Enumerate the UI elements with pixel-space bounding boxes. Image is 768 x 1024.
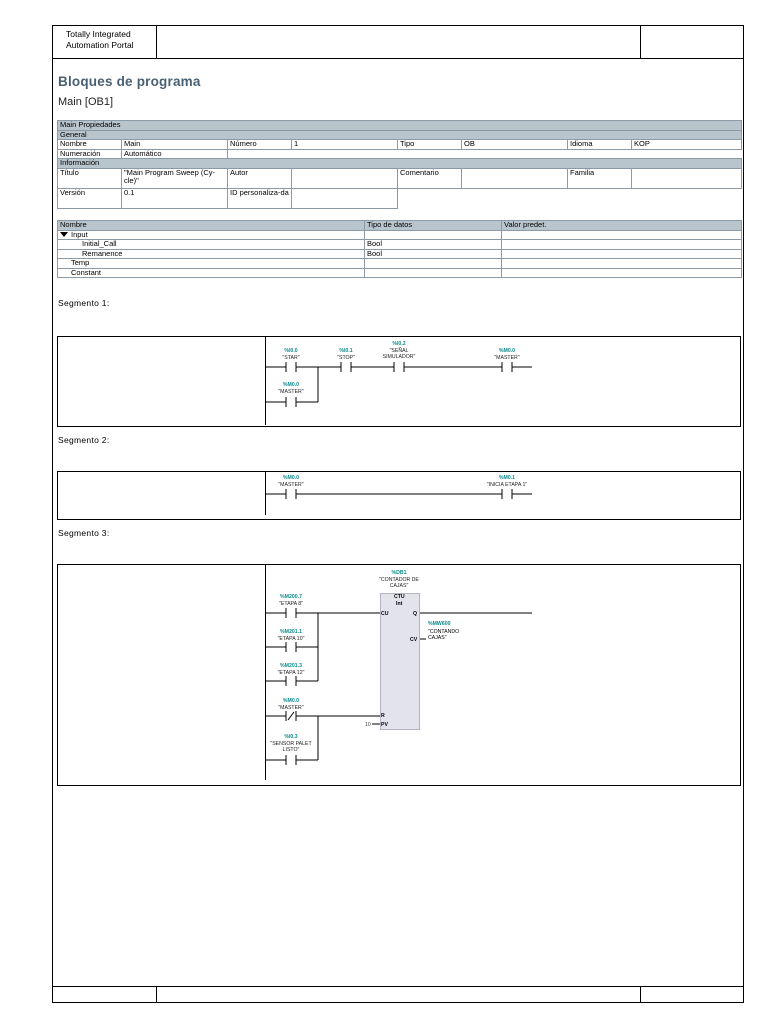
version-value: 0.1 (122, 188, 228, 208)
col-header-tipo: Tipo de datos (365, 221, 502, 231)
cv-name: "CONTANDO CAJAS" (428, 629, 460, 641)
general-heading: General (58, 130, 742, 140)
block-name: Main [OB1] (58, 96, 114, 108)
row-type: Bool (365, 240, 502, 250)
comentario-label: Comentario (398, 168, 462, 188)
pin-cv: CV (410, 637, 418, 643)
brand-line-1: Totally Integrated (66, 29, 131, 39)
db-address: %DB1 (391, 570, 407, 576)
familia-label: Familia (568, 168, 632, 188)
master-coil-address: %M0.0 (498, 348, 516, 354)
segment-3-label: Segmento 3: (58, 528, 110, 538)
fb-datatype: Int (396, 601, 403, 607)
star-address: %I0.0 (284, 348, 298, 354)
numero-value: 1 (292, 140, 398, 150)
master-coil-name: "MASTER" (494, 355, 520, 361)
row-name: Input (71, 230, 88, 239)
brand-line-2: Automation Portal (66, 40, 134, 50)
nombre-label: Nombre (58, 140, 122, 150)
stop-name: "STOP" (337, 355, 355, 361)
tipo-value: OB (462, 140, 568, 150)
idioma-value: KOP (632, 140, 742, 150)
autor-label: Autor (228, 168, 292, 188)
sim-name: "SEÑAL SIMULADOR" (382, 348, 416, 360)
row-name: Temp (58, 259, 365, 269)
col-header-valor: Valor predet. (502, 221, 742, 231)
row-type: Bool (365, 249, 502, 259)
row-name: Remanence (58, 249, 365, 259)
pin-q: Q (413, 611, 418, 617)
etapa8-name: "ETAPA 8" (279, 601, 303, 607)
numeracion-value: Automático (122, 149, 228, 159)
page-title: Bloques de programa (58, 74, 201, 89)
segment-1-label: Segmento 1: (58, 298, 110, 308)
sim-address: %I0.2 (392, 341, 406, 347)
etapa12-address: %M201.3 (280, 663, 302, 669)
pin-cu: CU (381, 611, 389, 617)
master-address: %M0.0 (282, 698, 300, 704)
pv-value: 10 (365, 722, 371, 728)
pin-pv: PV (381, 722, 388, 728)
etapa10-name: "ETAPA 10" (277, 636, 305, 642)
row-name: Initial_Call (58, 240, 365, 250)
informacion-heading: Información (58, 159, 742, 169)
titulo-value: "Main Program Sweep (Cy-cle)" (122, 168, 228, 188)
master-name: "MASTER" (278, 389, 304, 395)
star-name: "STAR" (282, 355, 300, 361)
properties-section-title: Main Propiedades (58, 121, 742, 131)
id-label: ID personaliza-da (228, 188, 292, 208)
sensor-name: "SENSOR PALET LISTO" (270, 741, 312, 753)
titulo-label: Título (58, 168, 122, 188)
stop-address: %I0.1 (339, 348, 353, 354)
idioma-label: Idioma (568, 140, 632, 150)
col-header-nombre: Nombre (58, 221, 365, 231)
master-name: "MASTER" (278, 705, 304, 711)
pin-r: R (381, 713, 385, 719)
etapa8-address: %M200.7 (280, 594, 302, 600)
segment-2-label: Segmento 2: (58, 435, 110, 445)
etapa12-name: "ETAPA 12" (277, 670, 305, 676)
etapa10-address: %M201.1 (280, 629, 302, 635)
cv-address: %MW600 (428, 621, 451, 627)
sensor-address: %I0.3 (284, 734, 298, 740)
numero-label: Número (228, 140, 292, 150)
tipo-label: Tipo (398, 140, 462, 150)
master-address: %M0.0 (282, 382, 300, 388)
nombre-value: Main (122, 140, 228, 150)
etapa1-coil-address: %M0.1 (498, 475, 516, 481)
fb-type: CTU (394, 594, 405, 600)
etapa1-coil-name: "INICIA ETAPA 1" (486, 482, 528, 488)
master-name: "MASTER" (278, 482, 304, 488)
master-address: %M0.0 (282, 475, 300, 481)
db-name: "CONTADOR DE CAJAS" (379, 577, 419, 589)
version-label: Versión (58, 188, 122, 208)
numeracion-label: Numeración (58, 149, 122, 159)
row-name: Constant (58, 268, 365, 278)
